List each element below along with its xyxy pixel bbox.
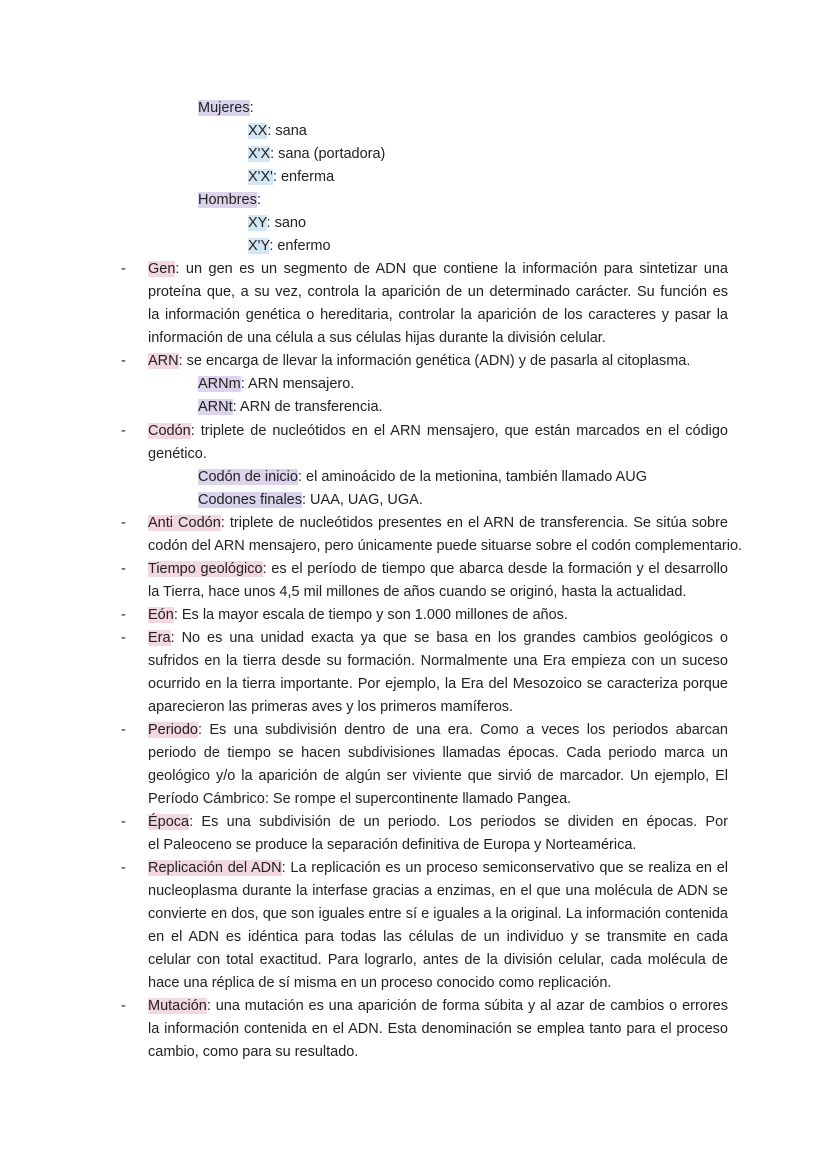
bullet-dash: - (121, 722, 126, 738)
epoca-definition: Época: Es una subdivisión de un periodo. Los periodos se dividen en épocas. Por (148, 814, 728, 830)
definition-line: sufridos en la tierra desde su formación. Normalmente una Era empieza con un suceso (148, 653, 728, 669)
mujeres-heading: Mujeres: (198, 100, 254, 116)
definition-line: en el ADN es idéntica para todas las células de un individuo y se transmite en cada (148, 929, 728, 945)
definition-line: cambio, como para su resultado. (148, 1044, 359, 1060)
genotype-item: X'X: sana (portadora) (248, 146, 386, 162)
eon-definition: Eón: Es la mayor escala de tiempo y son 1.000 millones de años. (148, 607, 568, 623)
definition-line: codón del ARN mensajero, pero únicamente puede situarse sobre el codón complementario. (148, 538, 743, 554)
definition-line: la información genética o hereditaria, controlar la aparición de los caracteres y pasar la (148, 307, 728, 323)
gen-definition: Gen: un gen es un segmento de ADN que contiene la información para sintetizar una (148, 261, 728, 277)
definition-line: información de una célula a sus células hijas durante la división celular. (148, 330, 606, 346)
arn-subitem: ARNm: ARN mensajero. (198, 376, 355, 392)
bullet-dash: - (121, 561, 126, 577)
codon-subitem: Codón de inicio: el aminoácido de la metionina, también llamado AUG (198, 469, 647, 485)
definition-line: periodo de tiempo se hacen subdivisiones llamadas épocas. Cada periodo marca un (148, 745, 728, 761)
definition-line: nucleoplasma durante la interfase gracias a enzimas, en el que una molécula de ADN se (148, 883, 728, 899)
bullet-dash: - (121, 998, 126, 1014)
definition-line: la información contenida en el ADN. Esta denominación se emplea tanto para el proceso (148, 1021, 728, 1037)
definition-line: la Tierra, hace unos 4,5 mil millones de años cuando se originó, hasta la actualidad. (148, 584, 687, 600)
bullet-dash: - (121, 261, 126, 277)
definition-line: proteína que, a su vez, controla la aparición de un determinado carácter. Su función es (148, 284, 728, 300)
replicacion-definition: Replicación del ADN: La replicación es un proceso semiconservativo que se realiza en el (148, 860, 728, 876)
periodo-definition: Periodo: Es una subdivisión dentro de una era. Como a veces los periodos abarcan (148, 722, 728, 738)
bullet-dash: - (121, 860, 126, 876)
definition-line: aparecieron las primeras aves y los primeros mamíferos. (148, 699, 514, 715)
codon-definition: Codón: triplete de nucleótidos en el ARN mensajero, que están marcados en el código (148, 423, 728, 439)
genotype-item: X'X': enferma (248, 169, 335, 185)
definition-line: hace una réplica de sí misma en un proceso conocido como replicación. (148, 975, 612, 991)
era-definition: Era: No es una unidad exacta ya que se basa en los grandes cambios geológicos o (148, 630, 728, 646)
arn-subitem: ARNt: ARN de transferencia. (198, 399, 383, 415)
genotype-item: XY: sano (248, 215, 307, 231)
definition-line: celular con total exactitud. Para lograrlo, antes de la división celular, cada molécula de (148, 952, 728, 968)
anticodon-definition: Anti Codón: triplete de nucleótidos presentes en el ARN de transferencia. Se sitúa sobre (148, 515, 728, 531)
definition-line: Período Cámbrico: Se rompe el supercontinente llamado Pangea. (148, 791, 572, 807)
definition-line: convierte en dos, que son iguales entre sí e iguales a la original. La información contenida (148, 906, 728, 922)
definition-line: geológico y/o la aparición de algún ser viviente que sirvió de marcador. Un ejemplo, El (148, 768, 728, 784)
codon-subitem: Codones finales: UAA, UAG, UGA. (198, 492, 423, 508)
genotype-item: XX: sana (248, 123, 307, 139)
definition-line: ocurrido en la tierra importante. Por ejemplo, la Era del Mesozoico se caracteriza porque (148, 676, 728, 692)
bullet-dash: - (121, 423, 126, 439)
bullet-dash: - (121, 353, 126, 369)
arn-definition: ARN: se encarga de llevar la información genética (ADN) y de pasarla al citoplasma. (148, 353, 691, 369)
definition-line: genético. (148, 446, 207, 462)
bullet-dash: - (121, 607, 126, 623)
mutacion-definition: Mutación: una mutación es una aparición de forma súbita y al azar de cambios o errores (148, 998, 728, 1014)
hombres-heading: Hombres: (198, 192, 261, 208)
bullet-dash: - (121, 515, 126, 531)
bullet-dash: - (121, 814, 126, 830)
tiempo-definition: Tiempo geológico: es el período de tiempo que abarca desde la formación y el desarrollo (148, 561, 728, 577)
bullet-dash: - (121, 630, 126, 646)
definition-line: el Paleoceno se produce la separación definitiva de Europa y Norteamérica. (148, 837, 637, 853)
genotype-item: X'Y: enfermo (248, 238, 331, 254)
